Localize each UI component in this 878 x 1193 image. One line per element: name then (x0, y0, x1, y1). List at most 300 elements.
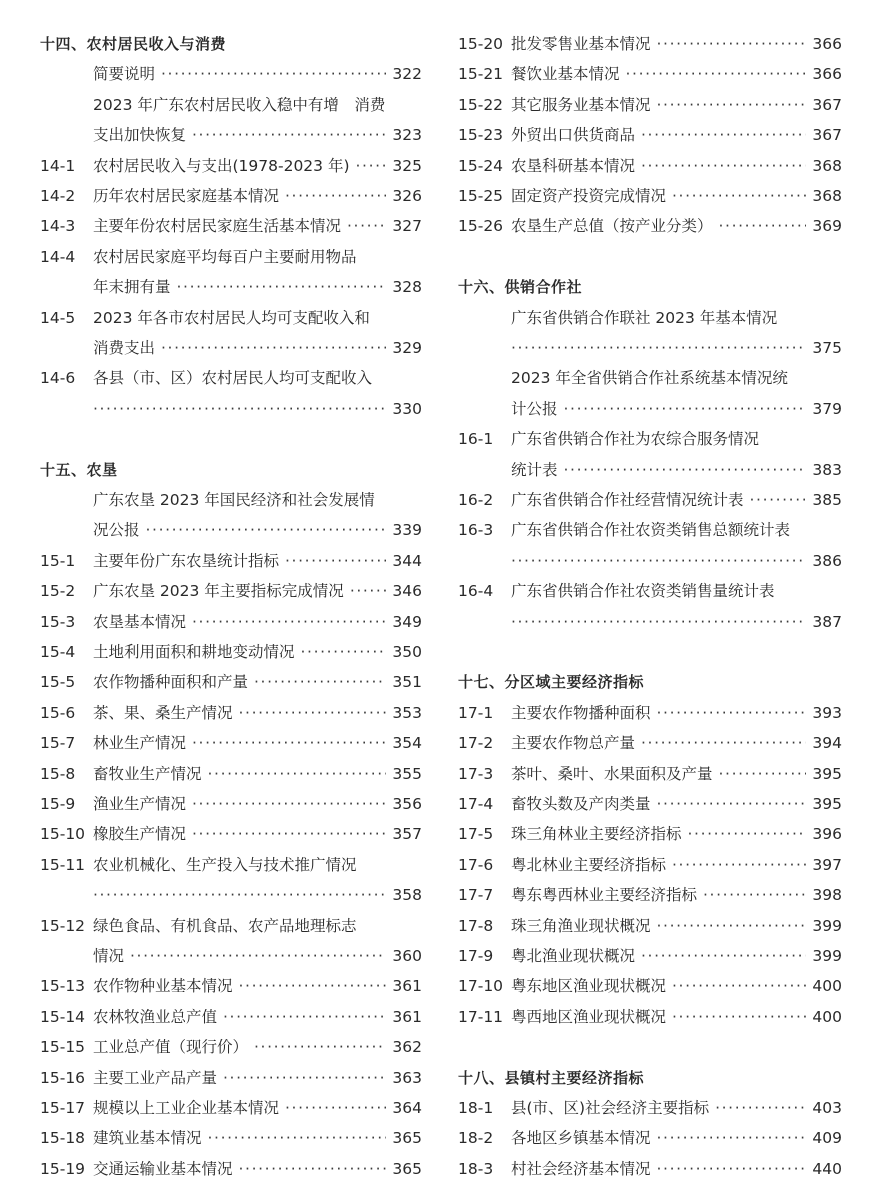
entry-title-text: 广东省供销合作社农资类销售量统计表 (511, 582, 775, 601)
entry-number: 15-13 (40, 977, 86, 996)
dot-leader (208, 1123, 387, 1153)
entry-title-line (93, 181, 422, 211)
toc-entry[interactable] (40, 1093, 422, 1123)
toc-entry[interactable] (40, 485, 422, 546)
toc-entry[interactable] (458, 819, 842, 849)
entry-title (511, 698, 842, 728)
entry-number: 17-1 (458, 703, 494, 722)
entry-title-text: 广东省供销合作社农资类销售总额统计表 (511, 521, 791, 540)
entry-title-line (93, 941, 422, 971)
page-number: 360 (392, 946, 422, 965)
entry-title (93, 1063, 422, 1093)
toc-entry[interactable] (458, 789, 842, 819)
entry-title-text: 批发零售业基本情况 (511, 35, 651, 53)
entry-title-text: 广东省供销合作社经营情况统计表 (511, 490, 744, 509)
page-number: 368 (812, 156, 842, 175)
entry-title-text: 粤北林业主要经济指标 (511, 855, 667, 874)
entry-title (511, 1154, 842, 1184)
toc-entry[interactable] (458, 29, 842, 59)
page-number: 365 (392, 1159, 422, 1178)
entry-title (511, 941, 842, 971)
section-spacer (458, 242, 842, 272)
entry-title (93, 181, 422, 211)
entry-title (511, 29, 842, 59)
entry-title-line (511, 515, 842, 545)
page-number: 383 (812, 460, 842, 479)
page-number: 375 (812, 339, 842, 358)
toc-entry[interactable] (458, 850, 842, 880)
entry-title (511, 515, 842, 576)
entry-number: 16-2 (458, 490, 494, 509)
entry-title-line (93, 1032, 422, 1062)
entry-title-text: 县(市、区)社会经济主要指标 (511, 1098, 710, 1117)
entry-title (511, 759, 842, 789)
dot-leader (626, 59, 807, 89)
entry-number: 17-10 (458, 977, 504, 996)
entry-number: 15-23 (458, 126, 504, 145)
entry-title (93, 698, 422, 728)
entry-title (93, 911, 422, 972)
entry-title-text: 林业生产情况 (93, 734, 187, 753)
entry-title-line (93, 1154, 422, 1184)
entry-title (511, 151, 842, 181)
toc-entry[interactable] (40, 90, 422, 151)
toc-entry[interactable] (40, 1063, 422, 1093)
page-number: 362 (392, 1038, 422, 1057)
entry-title-text: 农村居民收入与支出(1978-2023 年) (93, 156, 350, 175)
entry-title-text: 茶叶、桑叶、水果面积及产量 (511, 764, 713, 783)
entry-title (93, 819, 422, 849)
entry-title-text: 外贸出口供货商品 (511, 126, 636, 145)
entry-title (511, 59, 842, 89)
dot-leader (657, 1154, 807, 1184)
section-spacer (458, 1032, 842, 1062)
toc-entry[interactable] (40, 667, 422, 697)
entry-title (93, 759, 422, 789)
entry-title-line (511, 424, 842, 454)
entry-title-text: 统计表 (511, 460, 558, 479)
entry-title-line (511, 90, 842, 120)
entry-title-line (93, 698, 422, 728)
entry-title-line (93, 576, 422, 606)
toc-entry[interactable] (458, 181, 842, 211)
toc-entry[interactable] (458, 941, 842, 971)
page-number: 403 (812, 1098, 842, 1117)
entry-title-text: 广东省供销合作社为农综合服务情况 (511, 430, 760, 449)
toc-entry[interactable] (458, 1154, 842, 1184)
page-number: 349 (392, 612, 422, 631)
entry-title-line (511, 789, 842, 819)
toc-entry[interactable] (40, 819, 422, 849)
entry-title-line (511, 1154, 842, 1184)
entry-title (511, 424, 842, 485)
entry-title-text: 农垦科研基本情况 (511, 156, 636, 175)
entry-title-text: 2023 年全省供销合作社系统基本情况统 (511, 369, 788, 388)
entry-title-line (511, 455, 842, 485)
entry-title-line (511, 880, 842, 910)
entry-title-line (93, 1093, 422, 1123)
dot-leader (641, 120, 806, 150)
entry-number: 16-1 (458, 430, 494, 449)
toc-entry[interactable] (40, 698, 422, 728)
entry-title-text: 渔业生产情况 (93, 794, 187, 813)
entry-number: 18-1 (458, 1098, 494, 1117)
toc-entry[interactable] (458, 1123, 842, 1153)
dot-leader (564, 455, 807, 485)
dot-leader (511, 546, 806, 576)
toc-entry[interactable] (458, 971, 842, 1001)
toc-entry[interactable] (458, 759, 842, 789)
entry-title-text: 计公报 (511, 399, 558, 418)
toc-entry[interactable] (40, 607, 422, 637)
toc-entry[interactable] (40, 759, 422, 789)
entry-title-line (93, 759, 422, 789)
entry-title (511, 971, 842, 1001)
entry-title-line (93, 850, 422, 880)
entry-title-line (511, 485, 842, 515)
entry-number: 17-8 (458, 916, 494, 935)
entry-title-text: 情况 (93, 946, 125, 965)
entry-title-line (511, 546, 842, 576)
entry-title-text: 粤西地区渔业现状概况 (511, 1007, 667, 1026)
entry-title-text: 简要说明 (93, 65, 156, 84)
entry-number: 15-18 (40, 1129, 86, 1148)
entry-title-text: 村社会经济基本情况 (511, 1159, 651, 1178)
entry-title-line (93, 819, 422, 849)
entry-title (511, 1002, 842, 1032)
page-number: 409 (812, 1129, 842, 1148)
toc-entry[interactable] (458, 303, 842, 364)
entry-title-line (511, 303, 842, 333)
entry-title-line (93, 607, 422, 637)
toc-entry[interactable] (40, 1002, 422, 1032)
dot-leader (285, 181, 386, 211)
entry-title-text: 农垦生产总值（按产业分类） (511, 217, 713, 236)
page-number: 387 (812, 612, 842, 631)
dot-leader (750, 485, 807, 515)
page-number: 363 (392, 1068, 422, 1087)
toc-entry[interactable] (458, 515, 842, 576)
toc-entry[interactable] (40, 59, 422, 89)
page-number: 358 (392, 886, 422, 905)
entry-title-line (511, 181, 842, 211)
entry-number: 17-7 (458, 886, 494, 905)
entry-title-text: 建筑业基本情况 (93, 1129, 202, 1148)
entry-title-line (93, 272, 422, 302)
entry-number: 15-5 (40, 673, 76, 692)
entry-title-text: 主要工业产品产量 (93, 1068, 218, 1087)
entry-number: 15-19 (40, 1159, 86, 1178)
page-number: 353 (392, 703, 422, 722)
dot-leader (130, 941, 386, 971)
entry-title-line (511, 759, 842, 789)
page-number: 395 (812, 764, 842, 783)
entry-title-line (511, 59, 842, 89)
entry-title (511, 363, 842, 424)
entry-title (511, 181, 842, 211)
entry-title-line (511, 333, 842, 363)
entry-title-line (93, 789, 422, 819)
toc-entry[interactable] (458, 90, 842, 120)
toc-entry[interactable] (458, 1093, 842, 1123)
toc-entry[interactable] (40, 151, 422, 181)
toc-entry[interactable] (40, 363, 422, 424)
entry-title-line (93, 515, 422, 545)
toc-entry[interactable] (458, 576, 842, 637)
toc-entry[interactable] (40, 181, 422, 211)
entry-title-text: 餐饮业基本情况 (511, 65, 620, 84)
entry-title-text: 工业总产值（现行价） (93, 1038, 249, 1057)
entry-title (511, 819, 842, 849)
dot-leader (192, 607, 386, 637)
dot-leader (719, 759, 807, 789)
entry-title-line (93, 59, 422, 89)
entry-title-line (93, 242, 422, 272)
dot-leader (564, 394, 807, 424)
entry-number: 14-5 (40, 308, 76, 327)
toc-entry[interactable] (458, 211, 842, 241)
toc-entry[interactable] (40, 211, 422, 241)
toc-entry[interactable] (40, 728, 422, 758)
entry-number: 15-9 (40, 794, 76, 813)
toc-entry[interactable] (458, 120, 842, 150)
toc-entry[interactable] (40, 911, 422, 972)
entry-number: 17-6 (458, 855, 494, 874)
entry-title-line (511, 698, 842, 728)
entry-number: 17-9 (458, 946, 494, 965)
page-number: 366 (812, 65, 842, 84)
page-number: 400 (812, 1007, 842, 1026)
dot-leader (161, 59, 386, 89)
toc-entry[interactable] (458, 363, 842, 424)
entry-title-line (93, 1002, 422, 1032)
entry-number: 15-20 (458, 35, 504, 53)
toc-entry[interactable] (458, 59, 842, 89)
entry-title-text: 橡胶生产情况 (93, 825, 187, 844)
page-number: 361 (392, 1007, 422, 1026)
entry-number: 17-4 (458, 794, 494, 813)
page-number: 339 (392, 521, 422, 540)
page-number: 355 (392, 764, 422, 783)
entry-title-text: 珠三角渔业现状概况 (511, 916, 651, 935)
entry-number: 15-21 (458, 65, 504, 84)
entry-number: 18-2 (458, 1129, 494, 1148)
toc-entry[interactable] (458, 485, 842, 515)
page-number: 399 (812, 916, 842, 935)
page-number: 393 (812, 703, 842, 722)
page-number: 350 (392, 642, 422, 661)
entry-title-line (511, 728, 842, 758)
page-number: 364 (392, 1098, 422, 1117)
dot-leader (285, 546, 386, 576)
section-spacer (40, 424, 422, 454)
entry-title-line (511, 394, 842, 424)
dot-leader (192, 728, 386, 758)
dot-leader (688, 819, 807, 849)
entry-title-line (93, 151, 422, 181)
entry-title (93, 789, 422, 819)
toc-entry[interactable] (40, 1032, 422, 1062)
dot-leader (641, 728, 806, 758)
entry-title-line (511, 151, 842, 181)
toc-entry[interactable] (40, 789, 422, 819)
entry-title-line (93, 394, 422, 424)
toc-right-column (458, 29, 842, 1184)
toc-entry[interactable] (40, 546, 422, 576)
page-number: 367 (812, 95, 842, 114)
entry-title-text: 固定资产投资完成情况 (511, 187, 667, 206)
entry-title (511, 789, 842, 819)
dot-leader (93, 394, 386, 424)
entry-number: 16-4 (458, 582, 494, 601)
dot-leader (356, 151, 387, 181)
toc-entry[interactable] (40, 850, 422, 911)
entry-title-text: 各县（市、区）农村居民人均可支配收入 (93, 369, 373, 388)
entry-title-line (511, 1093, 842, 1123)
entry-title-line (93, 667, 422, 697)
toc-entry[interactable] (458, 880, 842, 910)
page-number: 322 (392, 65, 422, 84)
entry-title-line (93, 971, 422, 1001)
dot-leader (192, 120, 386, 150)
toc-entry[interactable] (458, 424, 842, 485)
toc-entry[interactable] (40, 1123, 422, 1153)
page-number: 346 (392, 582, 422, 601)
entry-title-text: 粤东地区渔业现状概况 (511, 977, 667, 996)
page-number: 385 (812, 490, 842, 509)
entry-title-line (93, 1063, 422, 1093)
entry-number: 17-2 (458, 734, 494, 753)
page-number: 367 (812, 126, 842, 145)
entry-title-line (511, 819, 842, 849)
entry-title (93, 1093, 422, 1123)
page-number: 327 (392, 217, 422, 236)
dot-leader (703, 880, 806, 910)
dot-leader (641, 151, 806, 181)
page-number: 396 (812, 825, 842, 844)
entry-title (511, 850, 842, 880)
entry-title (511, 90, 842, 120)
dot-leader (657, 789, 807, 819)
dot-leader (511, 607, 806, 637)
dot-leader (223, 1063, 386, 1093)
entry-number: 15-8 (40, 764, 76, 783)
dot-leader (672, 1002, 806, 1032)
dot-leader (511, 333, 806, 363)
section-heading: 十六、供销合作社 (458, 278, 583, 297)
entry-number (458, 303, 511, 364)
page-number: 328 (392, 278, 422, 297)
entry-number: 15-25 (458, 187, 504, 206)
entry-title-text: 农作物种业基本情况 (93, 977, 233, 996)
entry-title (511, 1093, 842, 1123)
entry-title-line (93, 211, 422, 241)
toc-entry[interactable] (40, 971, 422, 1001)
entry-number: 15-6 (40, 703, 76, 722)
entry-title (93, 485, 422, 546)
entry-title-line (511, 576, 842, 606)
entry-title (93, 1032, 422, 1062)
toc-entry[interactable] (458, 151, 842, 181)
entry-title (511, 211, 842, 241)
entry-title-line (93, 120, 422, 150)
entry-title-text: 主要年份广东农垦统计指标 (93, 551, 280, 570)
dot-leader (350, 576, 387, 606)
toc-left-column (40, 29, 422, 1184)
entry-title-text: 2023 年广东农村居民收入稳中有增 消费 (93, 95, 386, 114)
entry-number: 17-3 (458, 764, 494, 783)
entry-title-line (93, 1123, 422, 1153)
entry-title (93, 607, 422, 637)
page-number: 329 (392, 338, 422, 357)
entry-title-text: 畜牧业生产情况 (93, 764, 202, 783)
toc-entry[interactable] (40, 637, 422, 667)
entry-title-text: 农作物播种面积和产量 (93, 673, 249, 692)
page-number: 325 (392, 156, 422, 175)
dot-leader (657, 90, 807, 120)
entry-title (93, 1002, 422, 1032)
section-heading: 十八、县镇村主要经济指标 (458, 1068, 645, 1087)
entry-title-text: 况公报 (93, 521, 140, 540)
toc-entry[interactable] (458, 911, 842, 941)
entry-number: 17-11 (458, 1007, 504, 1026)
toc-entry[interactable] (458, 698, 842, 728)
toc-entry[interactable] (40, 1154, 422, 1184)
entry-title-line (511, 941, 842, 971)
entry-title (93, 90, 422, 151)
entry-title (511, 880, 842, 910)
toc-entry[interactable] (40, 576, 422, 606)
entry-title (93, 637, 422, 667)
entry-number: 15-15 (40, 1038, 86, 1057)
dot-leader (192, 819, 386, 849)
entry-title (93, 303, 422, 364)
entry-number (40, 59, 93, 89)
entry-title-line (511, 911, 842, 941)
page-number: 400 (812, 977, 842, 996)
section-heading: 十五、农垦 (40, 460, 118, 479)
page-number: 326 (392, 186, 422, 205)
page-number: 361 (392, 977, 422, 996)
entry-title (93, 59, 422, 89)
entry-number: 15-17 (40, 1098, 86, 1117)
entry-title (511, 303, 842, 364)
toc-entry[interactable] (458, 728, 842, 758)
dot-leader (657, 29, 807, 59)
entry-number: 15-14 (40, 1007, 86, 1026)
entry-number (458, 363, 511, 424)
dot-leader (657, 911, 807, 941)
dot-leader (657, 698, 807, 728)
entry-title-text: 各地区乡镇基本情况 (511, 1129, 651, 1148)
entry-title-text: 年末拥有量 (93, 278, 171, 297)
entry-title-line (511, 1002, 842, 1032)
toc-entry[interactable] (458, 1002, 842, 1032)
dot-leader (719, 211, 807, 241)
entry-title-line (93, 546, 422, 576)
toc-entry[interactable] (40, 242, 422, 303)
page-number: 399 (812, 946, 842, 965)
dot-leader (208, 759, 387, 789)
entry-title-text: 畜牧头数及产肉类量 (511, 794, 651, 813)
entry-number: 17-5 (458, 825, 494, 844)
entry-title-text: 交通运输业基本情况 (93, 1159, 233, 1178)
dot-leader (672, 850, 806, 880)
entry-title-text: 绿色食品、有机食品、农产品地理标志 (93, 916, 357, 935)
toc-entry[interactable] (40, 303, 422, 364)
entry-title (93, 667, 422, 697)
entry-title (511, 911, 842, 941)
